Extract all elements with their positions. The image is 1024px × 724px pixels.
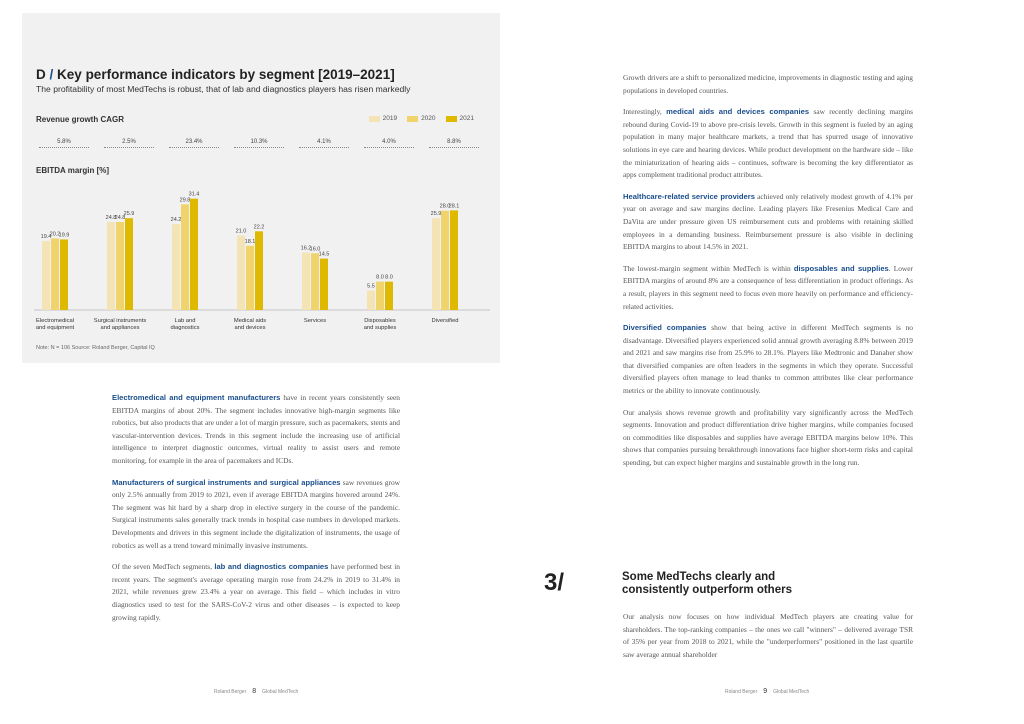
ebitda-margin-label: EBITDA margin [%]: [36, 166, 110, 175]
category-label: diagnostics: [170, 325, 200, 331]
paragraph-shareholders: Our analysis now focuses on how individual MedTech players are creating value for shareholders. The top-ranking companies – the ones we call "winners" – delivered average TSR of 35% per year from 2018 to 2021, while the "underperformers" positioned in the last quartile saw average annual shareholder: [623, 612, 913, 659]
bar-value-label: 24.2: [170, 217, 182, 224]
category-label: Diversified: [431, 318, 459, 324]
chart-legend: [369, 115, 474, 122]
figure-title: [36, 67, 395, 82]
bar-value-label: 14.5: [318, 251, 330, 258]
bar-2020: [246, 246, 254, 310]
text-services: achieved only relatively modest growth of 4.1% per year on average and saw margins decline. Leading players like Fresenius Medical Care and DaVita are under pressure given US reimbursement cuts and problems with retaining skilled employees in a demanding business. Reimbursement pressure is also visible in declining EBITDA margins to about 14.5% in 2021.: [623, 191, 913, 252]
left-column-text: [112, 392, 400, 633]
paragraph-analysis: Our analysis shows revenue growth and profitability vary significantly across the MedTech segments. Innovation and product differentiation drive higher margins, while companies focused on commodities like disposables and supplies have average EBITDA margins below 10%. This shows that companies pursuing breakthrough innovations face higher short-term risks and capital spending, but can expect higher margins and sustainable growth in the long run.: [623, 407, 913, 468]
section-title-line2: consistently outperform others: [622, 584, 792, 596]
cagr-value: 5.8%: [39, 139, 89, 148]
footer-brand: Roland Berger: [214, 688, 247, 695]
category-label: and supplies: [363, 325, 397, 331]
bar-2021: [450, 210, 458, 310]
paragraph-diversified: [623, 322, 913, 398]
legend-swatch-2021: [446, 116, 457, 122]
figure-slash: /: [49, 67, 54, 82]
paragraph-surgical: [112, 477, 400, 553]
text-diversified: show that being active in different MedTech segments is no disadvantage. Diversified players experienced solid annual growth averaging 8.8% between 2019 and 2021 and saw margins rise from 25.9% to 28.1%. Players like Medtronic and Danaher show that diversified companies are often leaders in the segments in which they operate. Successful diversified players often manage to lead thanks to common attributes like clear performance metrics or the ability to innovate continuously.: [623, 323, 913, 396]
cagr-value: 4.0%: [364, 139, 414, 148]
bar-2020: [181, 204, 189, 310]
bar-value-label: 28.0: [439, 203, 451, 210]
bar-2021: [320, 259, 328, 310]
legend-label-2021: 2021: [459, 115, 474, 122]
bar-2020: [116, 222, 124, 310]
cagr-value: 4.1%: [299, 139, 349, 148]
bar-value-label: 20.2: [49, 231, 61, 238]
category-label: and equipment: [35, 325, 75, 331]
bar-value-label: 5.5: [367, 283, 375, 290]
text-lab-diagnostics: have performed best in recent years. The segment's average operating margin rose from 24.2% in 2019 to 31.4% in 2021, while revenues grew 23.4% a year on average. This field – which includes in vitro diagnostics used to test for the SARS-CoV-2 virus and other diseases – is expected to keep growing rapidly.: [112, 562, 400, 622]
paragraph-medical-aids: [623, 106, 913, 182]
legend-label-2020: 2020: [421, 115, 436, 122]
bar-value-label: 8.0: [376, 274, 384, 281]
footer-doc-title: Global MedTech: [262, 688, 299, 695]
paragraph-growth-drivers: Growth drivers are a shift to personalized medicine, improvements in diagnostic testing and aging populations in developed countries.: [623, 73, 913, 95]
highlight-lab-diagnostics: lab and diagnostics companies: [214, 562, 329, 572]
bar-value-label: 18.1: [244, 238, 256, 245]
bar-2019: [172, 224, 180, 310]
category-label: Electromedical: [35, 318, 75, 324]
paragraph-disposables: [623, 263, 913, 313]
footer-right: [725, 688, 809, 695]
category-label: Lab and: [174, 318, 196, 324]
page-number: 9: [763, 688, 768, 695]
cagr-value: 2.5%: [104, 139, 154, 148]
text-surgical: saw revenues grow only 2.5% annually from 2019 to 2021, even if average EBITDA margins hovered around 24%. The segment was hit hard by a sharp drop in elective surgery in the course of the pandemic. Surgical instruments sales generally track trends in hospital case numbers in developed markets. Developments and drivers in this segment include the digitalization of instruments, the usage of robotics as well as a trend toward minimally invasive instruments.: [112, 477, 401, 550]
bar-2019: [107, 222, 115, 310]
footer-doc-title: Global MedTech: [773, 688, 810, 695]
text-electromedical: have in recent years consistently seen EBITDA margins of about 20%. The segment includes innovative high-margin segments like robotics, but also products that are under a lot of margin pressure, such as pacemakers, stents and vascular-intervention devices. Trends in this segment include the increasing use of artificial intelligence to interpret diagnostic outcomes, virtual reality to assist users and remote monitoring, for example in the area of pacemakers and ICDs.: [112, 393, 400, 465]
text-disposables-intro: The lowest-margin segment within MedTech is within: [623, 263, 794, 273]
figure-letter: D: [36, 67, 46, 82]
legend-item-2021: [446, 115, 474, 122]
highlight-services: Healthcare-related service providers: [623, 191, 755, 201]
page-number: 8: [252, 688, 257, 695]
bar-value-label: 29.8: [179, 197, 191, 204]
legend-item-2019: [369, 115, 397, 122]
bar-value-label: 28.1: [448, 203, 460, 210]
highlight-electromedical: Electromedical and equipment manufacturers: [112, 393, 281, 402]
highlight-surgical: Manufacturers of surgical instruments and surgical appliances: [112, 477, 341, 487]
bar-2019: [237, 236, 245, 310]
bar-value-label: 22.2: [253, 224, 265, 231]
category-label: Services: [303, 318, 327, 324]
bar-value-label: 19.4: [40, 234, 52, 241]
cagr-value: 23.4%: [169, 139, 219, 148]
category-label: and devices: [234, 325, 266, 331]
ebitda-bar-chart: [22, 173, 500, 343]
bar-value-label: 16.2: [300, 245, 312, 252]
footer-left: [214, 688, 298, 695]
bar-value-label: 19.9: [58, 232, 70, 239]
highlight-diversified: Diversified companies: [623, 323, 707, 333]
category-label: Surgical instruments: [93, 318, 147, 324]
section-title-line1: Some MedTechs clearly and: [622, 571, 776, 583]
revenue-growth-label: Revenue growth CAGR: [36, 115, 125, 124]
bar-2019: [302, 253, 310, 310]
highlight-disposables: disposables and supplies: [793, 263, 889, 273]
figure-note: Note: N = 106 Source: Roland Berger, Capital IQ: [36, 345, 155, 351]
bar-2021: [125, 218, 133, 310]
bar-2021: [255, 231, 263, 310]
section-number: 3/: [544, 569, 565, 596]
bar-2020: [441, 211, 449, 310]
paragraph-electromedical: [112, 392, 400, 468]
text-medical-intro: Interestingly,: [623, 107, 667, 117]
paragraph-lab-diagnostics: [112, 561, 400, 624]
category-label: Medical aids: [233, 318, 267, 324]
bar-value-label: 21.0: [235, 228, 247, 235]
text-disposables: . Lower EBITDA margins of around 8% are a consequence of less differentiation in product offerings. As a result, players in this segment need to focus even more heavily on performance and efficiency-related activities.: [623, 263, 914, 311]
bar-2020: [51, 238, 59, 310]
bar-value-label: 31.4: [188, 191, 200, 198]
section-intro-text: [623, 611, 913, 670]
category-label: Disposables: [364, 318, 396, 324]
category-label: and appliances: [100, 325, 140, 331]
legend-item-2020: [407, 115, 435, 122]
bar-value-label: 8.0: [385, 274, 393, 281]
text-medical-aids: saw recently declining margins rebound during Covid-19 to above pre-crisis levels. Growth in this segment is fueled by an aging population in many major healthcare markets, a trend that has spurred usage of innovative solutions in eye care and hearing devices. While product development on the hardware side – like the miniaturization of hearing aids – continues, software is becoming the key differentiator as apps complement traditional product attributes.: [623, 107, 913, 180]
figure-title-text: Key performance indicators by segment [2019–2021]: [57, 67, 395, 82]
bar-2021: [385, 282, 393, 310]
text-lab-intro: Of the seven MedTech segments,: [112, 562, 215, 572]
bar-value-label: 25.9: [123, 211, 135, 218]
paragraph-services: [623, 191, 913, 254]
bar-2021: [190, 199, 198, 310]
legend-swatch-2019: [369, 116, 380, 122]
footer-brand: Roland Berger: [725, 688, 758, 695]
bar-value-label: 24.8: [114, 215, 126, 222]
highlight-medical-aids: medical aids and devices companies: [666, 107, 810, 117]
bar-value-label: 25.9: [430, 211, 442, 218]
cagr-value: 8.8%: [429, 139, 479, 148]
bar-2019: [367, 291, 375, 311]
figure-panel: [22, 13, 500, 363]
bar-2020: [376, 282, 384, 310]
bar-2021: [60, 239, 68, 310]
legend-label-2019: 2019: [382, 115, 398, 122]
legend-swatch-2020: [407, 116, 418, 122]
bar-2019: [432, 218, 440, 310]
right-column-text: [623, 72, 913, 479]
cagr-value: 10.3%: [234, 139, 284, 148]
bar-value-label: 16.0: [309, 246, 321, 253]
figure-subtitle: The profitability of most MedTechs is robust, that of lab and diagnostics players has risen markedly: [36, 84, 411, 94]
section-title: [622, 571, 792, 597]
bar-2020: [311, 253, 319, 310]
bar-2019: [42, 241, 50, 310]
bar-value-label: 24.8: [105, 215, 117, 222]
